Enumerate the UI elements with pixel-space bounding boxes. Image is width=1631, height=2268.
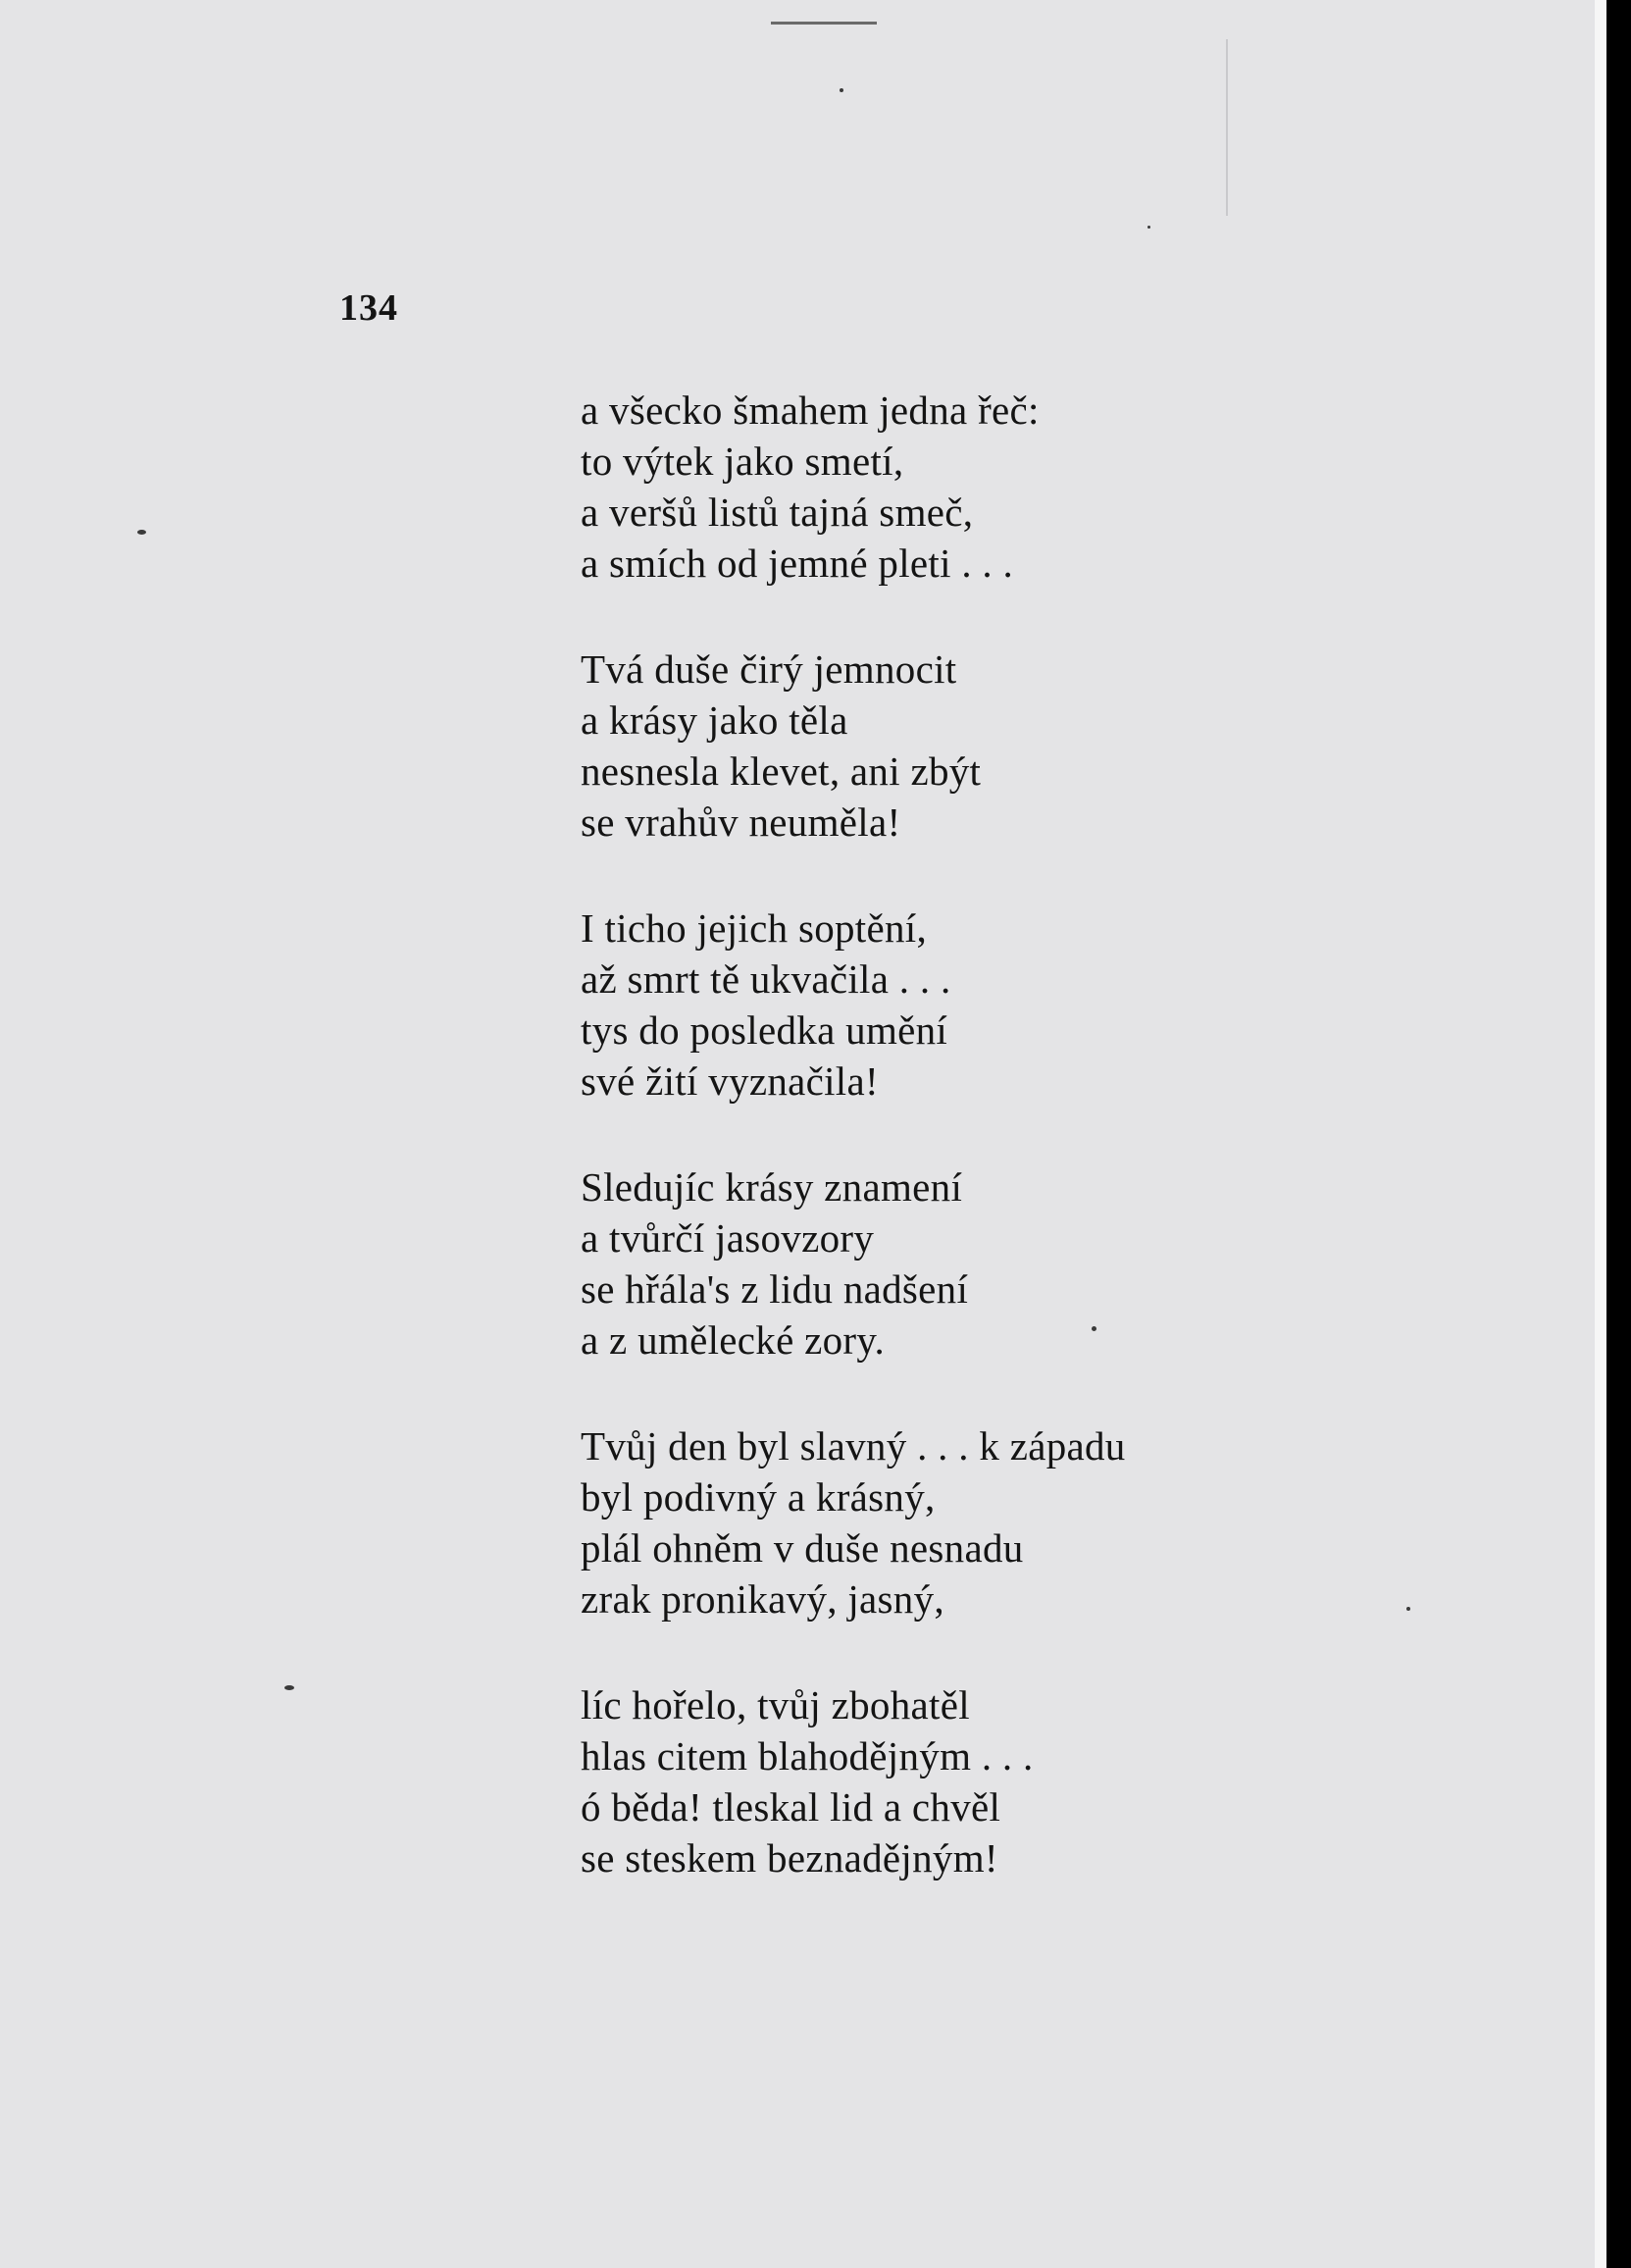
poem-line: tys do posledka umění [581,1007,948,1053]
poem-line: a tvůrčí jasovzory [581,1215,875,1261]
scan-speck [840,88,843,92]
poem-line: a z umělecké zory. [581,1317,886,1363]
scan-speck [1147,226,1150,229]
page-number: 134 [339,287,398,329]
stanza [581,902,1126,1107]
poem-line: hlas citem blahodějným . . . [581,1733,1034,1778]
stanza [581,644,1126,848]
poem-line: až smrt tě ukvačila . . . [581,956,951,1002]
poem-line: a krásy jako těla [581,697,848,743]
scan-speck [1092,1326,1096,1331]
poem-line: ó běda! tleskal lid a chvěl [581,1784,1001,1830]
page-edge [1595,0,1606,2268]
scan-artifact-line [1226,39,1228,216]
poem-line: Sledujíc krásy znamení [581,1164,963,1210]
stanza [581,1679,1126,1883]
poem [581,385,1126,1883]
scan-speck [284,1685,294,1690]
poem-line: Tvá duše čirý jemnocit [581,646,957,692]
poem-line: se vrahův neuměla! [581,799,901,845]
poem-line: se steskem beznadějným! [581,1835,998,1881]
poem-line: zrak pronikavý, jasný, [581,1576,944,1622]
poem-line: Tvůj den byl slavný . . . k západu [581,1423,1126,1469]
poem-line: plál ohněm v duše nesnadu [581,1525,1024,1571]
poem-line: se hřála's z lidu nadšení [581,1266,969,1312]
poem-line: I ticho jejich soptění, [581,905,928,951]
poem-line: to výtek jako smetí, [581,438,904,484]
stanza [581,1161,1126,1366]
poem-line: a veršů listů tajná smeč, [581,490,974,535]
poem-line: nesnesla klevet, ani zbýt [581,748,982,794]
poem-line: byl podivný a krásný, [581,1474,936,1520]
scan-speck [1406,1607,1410,1611]
stanza [581,1420,1126,1624]
poem-line: a smích od jemné pleti . . . [581,541,1014,586]
stanza [581,385,1126,589]
scan-speck [137,530,146,535]
poem-line: líc hořelo, tvůj zbohatěl [581,1682,970,1727]
top-edge-mark [771,22,877,25]
poem-line: své žití vyznačila! [581,1058,879,1104]
poem-line: a všecko šmahem jedna řeč: [581,387,1040,433]
